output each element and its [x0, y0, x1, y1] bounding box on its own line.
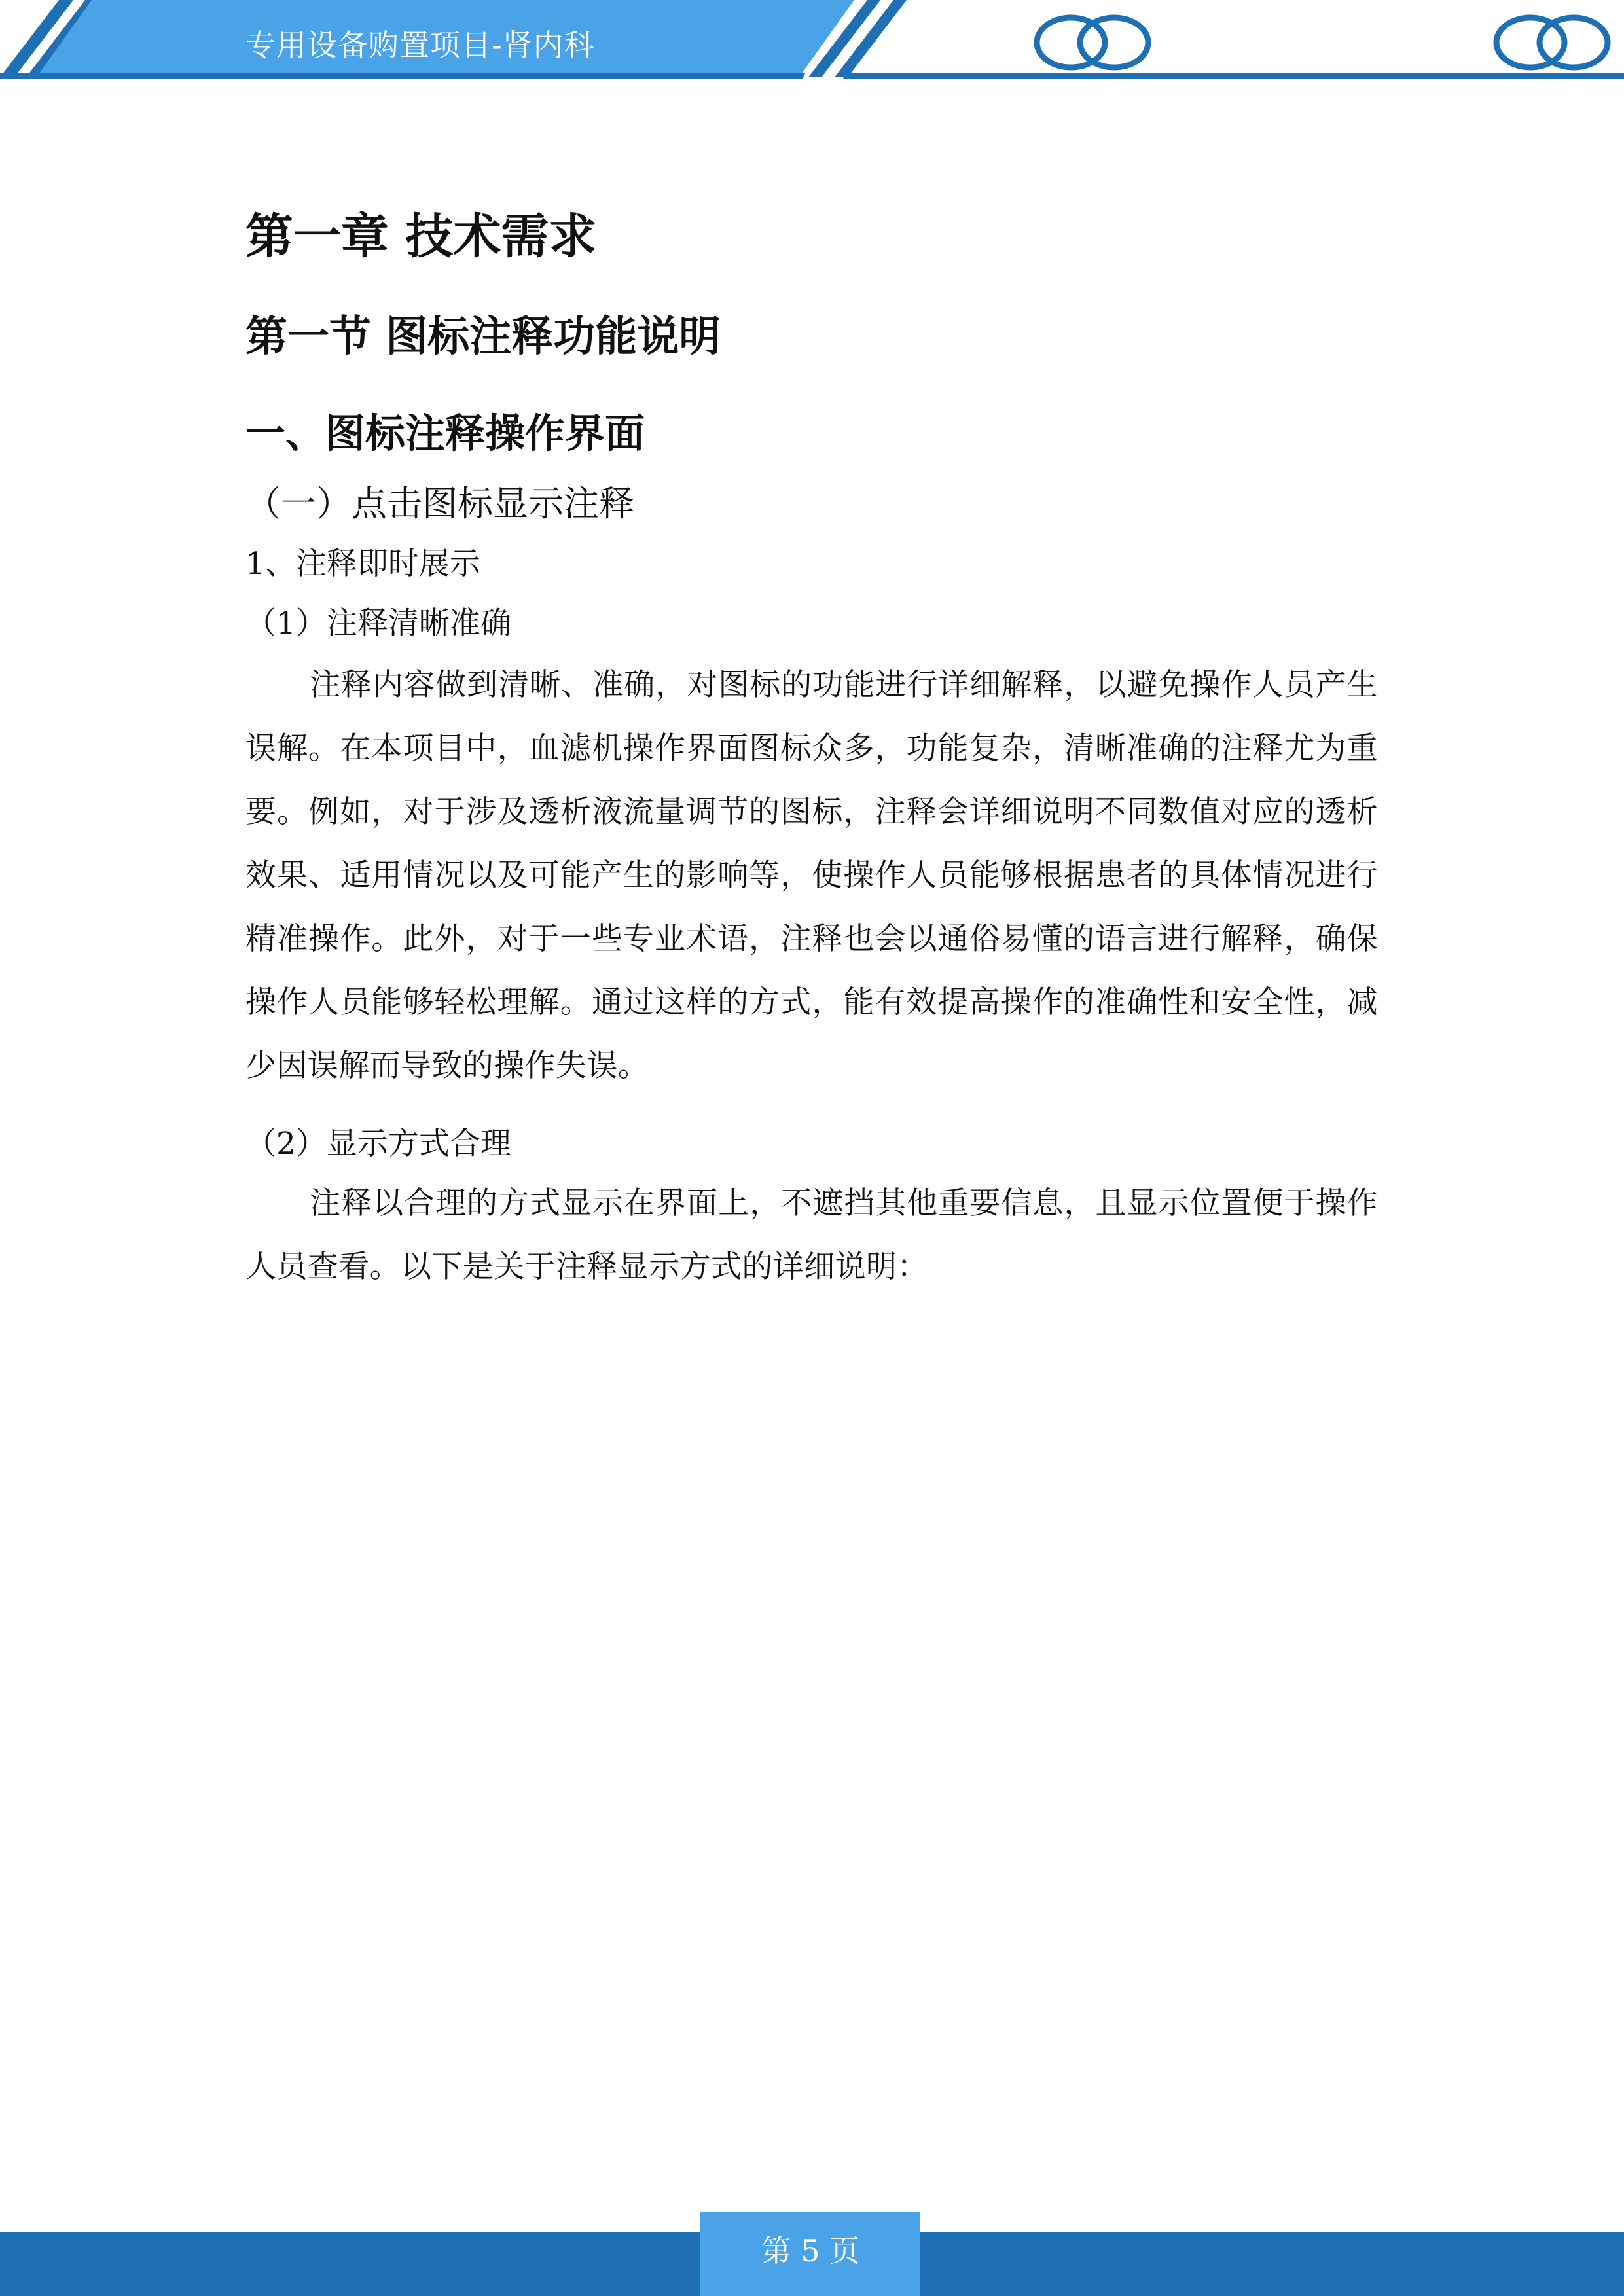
- chapter-title: 第一章 技术需求: [245, 209, 597, 264]
- section-title: 第一节 图标注释功能说明: [245, 313, 721, 361]
- page-number: 第 5 页: [761, 2233, 860, 2269]
- double-ring-logo-icon: [1033, 13, 1152, 72]
- subheading-2: 1、注释即时展示: [245, 546, 480, 582]
- item-2-body: 注释以合理的方式显示在界面上，不遮挡其他重要信息，且显示位置便于操作人员查看。以下是关于注释显示方式的详细说明：: [245, 1185, 1378, 1285]
- header-banner: [0, 0, 1624, 85]
- item-2-heading: （2）显示方式合理: [245, 1126, 511, 1162]
- item-1-heading: （1）注释清晰准确: [245, 605, 511, 641]
- subsection-title: 一、图标注释操作界面: [245, 410, 645, 457]
- double-ring-logo-icon: [1492, 13, 1612, 72]
- header-title: 专用设备购置项目-肾内科: [245, 27, 595, 63]
- item-1-body: 注释内容做到清晰、准确，对图标的功能进行详细解释，以避免操作人员产生误解。在本项目中，血滤机操作界面图标众多，功能复杂，清晰准确的注释尤为重要。例如，对于涉及透析液流量调节的图标，注释会详细说明不同数值对应的透析效果、适用情况以及可能产生的影响等，使操作人员能够根据患者的具体情况进行精准操作。此外，对于一些专业术语，注释也会以通俗易懂的语言进行解释，确保操作人员能够轻松理解。通过这样的方式，能有效提高操作的准确性和安全性，减少因误解而导致的操作失误。: [245, 667, 1378, 1084]
- subheading-1: （一）点击图标显示注释: [245, 483, 634, 524]
